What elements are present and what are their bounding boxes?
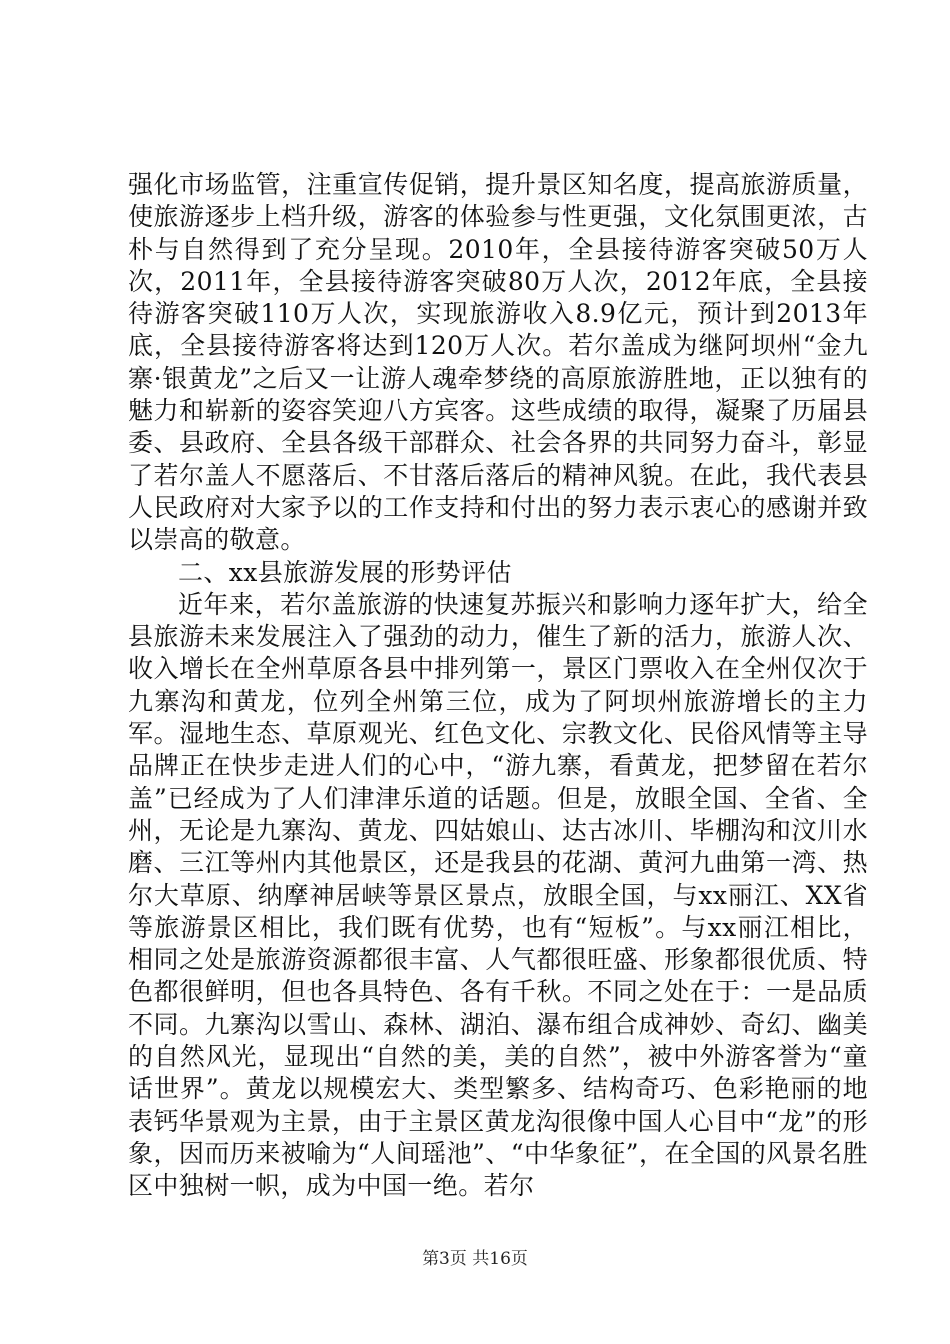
paragraph-tourism-achievements: 强化市场监管，注重宣传促销，提升景区知名度，提高旅游质量，使旅游逐步上档升级，游客的体验参与性更强，文化氛围更浓，古朴与自然得到了充分呈现。2010年，全县接待游客突破50万人次，2011年，全县接待游客突破80万人次，2012年底，全县接待游客突破110万人次，实现旅游收入8.9亿元，预计到2013年底，全县接待游客将达到120万人次。若尔盖成为继阿坝州“金九寨·银黄龙”之后又一让游人魂牵梦绕的高原旅游胜地，正以独有的魅力和崭新的姿容笑迎八方宾客。这些成绩的取得，凝聚了历届县委、县政府、全县各级干部群众、社会各界的共同努力奋斗，彰显了若尔盖人不愿落后、不甘落后落后的精神风貌。在此，我代表县人民政府对大家予以的工作支持和付出的努力表示衷心的感谢并致以崇高的敬意。 bbox=[128, 170, 868, 555]
section-heading: 二、xx县旅游发展的形势评估 bbox=[178, 557, 512, 587]
page-number-footer: 第3页 共16页 bbox=[422, 1249, 528, 1269]
document-body bbox=[128, 169, 868, 1203]
paragraph-situation-assessment: 近年来，若尔盖旅游的快速复苏振兴和影响力逐年扩大，给全县旅游未来发展注入了强劲的动力，催生了新的活力，旅游人次、收入增长在全州草原各县中排列第一，景区门票收入在全州仅次于九寨沟和黄龙，位列全州第三位，成为了阿坝州旅游增长的主力军。湿地生态、草原观光、红色文化、宗教文化、民俗风情等主导品牌正在快步走进人们的心中，“游九寨，看黄龙，把梦留在若尔盖”已经成为了人们津津乐道的话题。但是，放眼全国、全省、全州，无论是九寨沟、黄龙、四姑娘山、达古冰川、毕棚沟和汶川水磨、三江等州内其他景区，还是我县的花湖、黄河九曲第一湾、热尔大草原、纳摩神居峡等景区景点，放眼全国，与xx丽江、XX省等旅游景区相比，我们既有优势，也有“短板”。与xx丽江相比，相同之处是旅游资源都很丰富、人气都很旺盛、形象都很优质、特色都很鲜明，但也各具特色、各有千秋。不同之处在于：一是品质不同。九寨沟以雪山、森林、湖泊、瀑布组合成神妙、奇幻、幽美的自然风光，显现出“自然的美，美的自然”，被中外游客誉为“童话世界”。黄龙以规模宏大、类型繁多、结构奇巧、色彩艳丽的地表钙华景观为主景，由于主景区黄龙沟很像中国人心目中“龙”的形象，因而历来被喻为“人间瑶池”、“中华象征”，在全国的风景名胜区中独树一帜，成为中国一绝。若尔 bbox=[128, 589, 868, 1201]
